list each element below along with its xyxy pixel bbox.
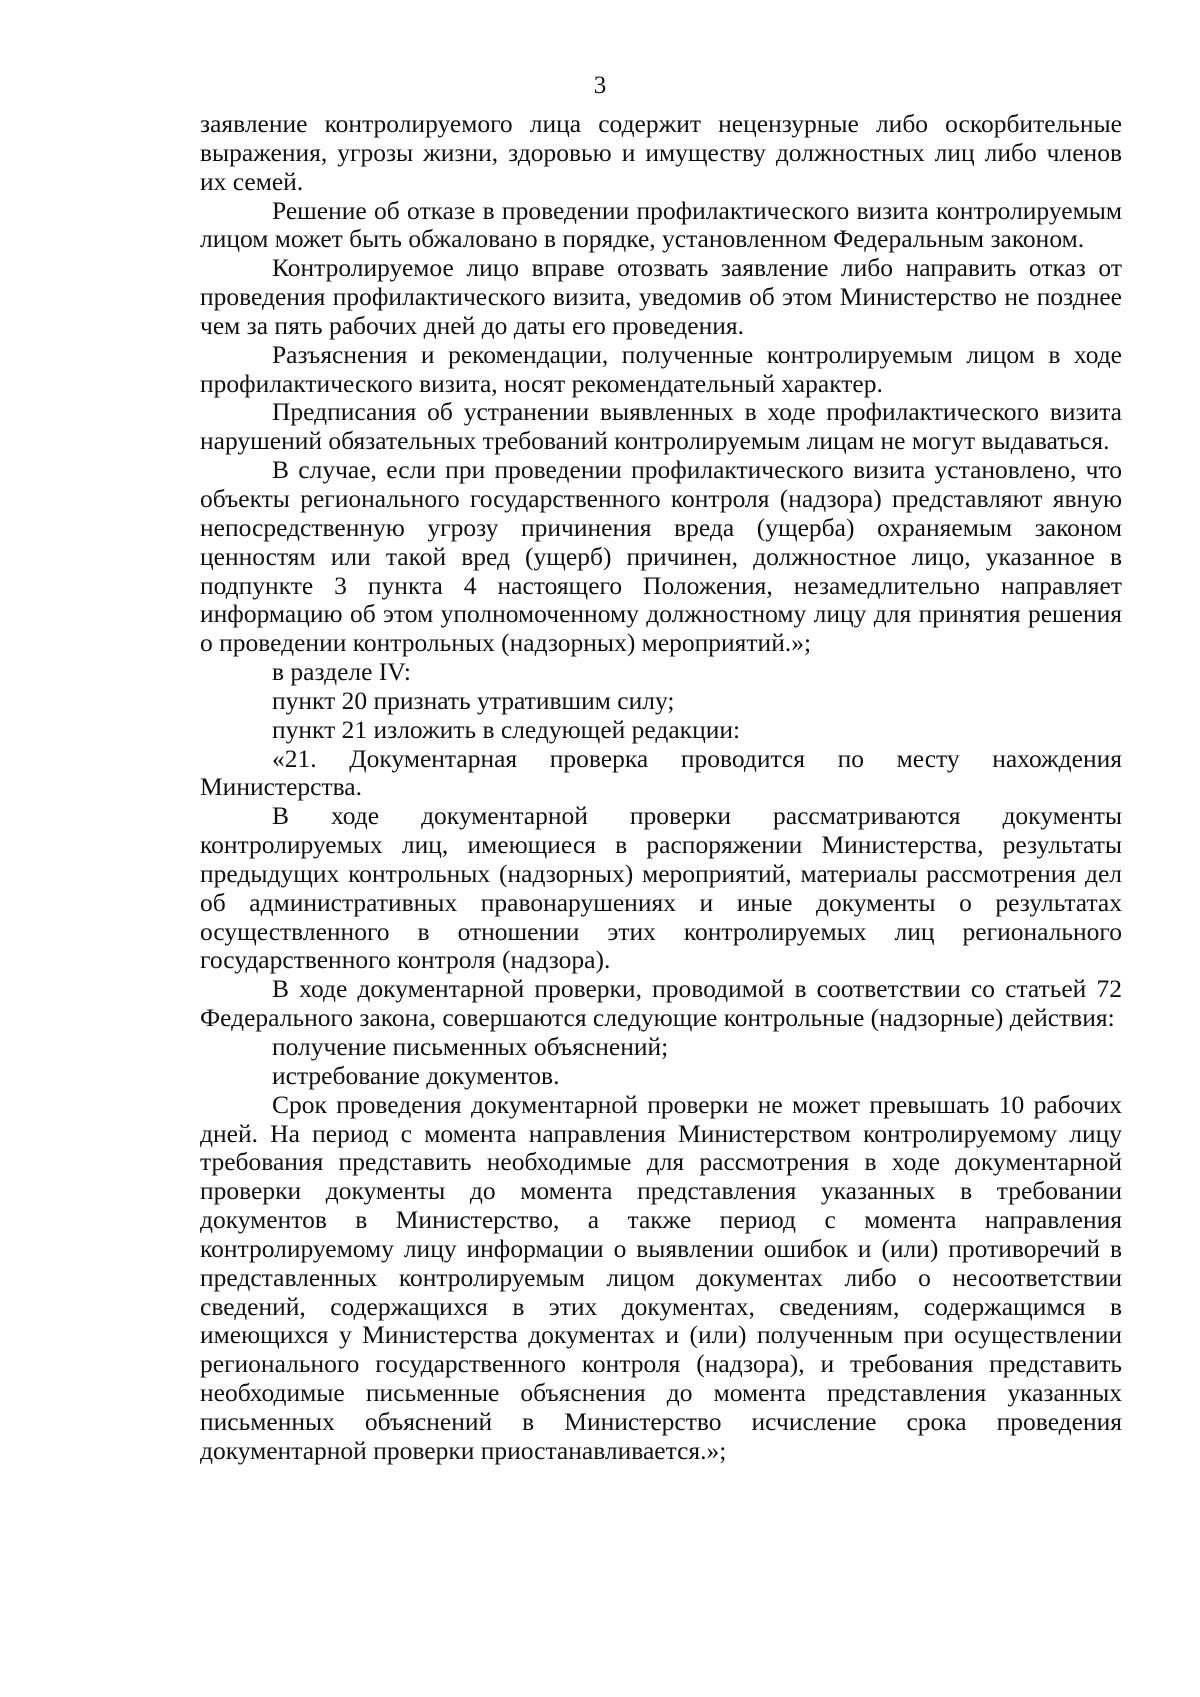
paragraph: Разъяснения и рекомендации, полученные контролируемым лицом в ходе профилактического визита, носят рекомендательный характер. bbox=[200, 339, 1122, 398]
paragraph: Контролируемое лицо вправе отозвать заявление либо направить отказ от проведения профилактического визита, уведомив об этом Министерство не позднее чем за пять рабочих дней до даты его проведения. bbox=[200, 253, 1122, 340]
paragraph: В ходе документарной проверки рассматриваются документы контролируемых лиц, имеющиеся в распоряжении Министерства, результаты предыдущих контрольных (надзорных) мероприятий, материалы рассмотрения дел об административных правонарушениях и иные документы о результатах осуществленного в отношении этих контролируемых лиц регионального государственного контроля (надзора). bbox=[200, 801, 1122, 975]
paragraph: В ходе документарной проверки, проводимой в соответствии со статьей 72 Федерального закона, совершаются следующие контрольные (надзорные) действия: bbox=[200, 974, 1122, 1033]
document-body bbox=[200, 110, 1122, 1466]
paragraph: Предписания об устранении выявленных в ходе профилактического визита нарушений обязательных требований контролируемым лицам не могут выдаваться. bbox=[200, 397, 1122, 456]
paragraph: пункт 21 изложить в следующей редакции: bbox=[272, 714, 741, 744]
paragraph: пункт 20 признать утратившим силу; bbox=[272, 685, 675, 715]
paragraph: «21. Документарная проверка проводится по месту нахождения Министерства. bbox=[200, 743, 1122, 802]
page-number: 3 bbox=[593, 72, 607, 99]
paragraph: Срок проведения документарной проверки не может превышать 10 рабочих дней. На период с момента направления Министерством контролируемому лицу требования представить необходимые для рассмотрения в ходе документарной проверки документы до момента представления указанных в требовании документов в Министерство, а также период с момента направления контролируемому лицу информации о выявлении ошибок и (или) противоречий в представленных контролируемым лицом документах либо о несоответствии сведений, содержащихся в этих документах, сведениям, содержащимся в имеющихся у Министерства документах и (или) полученным при осуществлении регионального государственного контроля (надзора), и требования представить необходимые письменные объяснения до момента представления указанных письменных объяснений в Министерство исчисление срока проведения документарной проверки приостанавливается.»; bbox=[200, 1089, 1122, 1465]
paragraph: В случае, если при проведении профилактического визита установлено, что объекты регионального государственного контроля (надзора) представляют явную непосредственную угрозу причинения вреда (ущерба) охраняемым законом ценностям или такой вред (ущерб) причинен, должностное лицо, указанное в подпункте 3 пункта 4 настоящего Положения, незамедлительно направляет информацию об этом уполномоченному должностному лицу для принятия решения о проведении контрольных (надзорных) мероприятий.»; bbox=[200, 455, 1122, 658]
paragraph: истребование документов. bbox=[272, 1060, 560, 1090]
paragraph: Решение об отказе в проведении профилактического визита контролируемым лицом может быть обжаловано в порядке, установленном Федеральным законом. bbox=[200, 195, 1122, 254]
paragraph: получение письменных объяснений; bbox=[272, 1032, 669, 1061]
paragraph: заявление контролируемого лица содержит нецензурные либо оскорбительные выражения, угрозы жизни, здоровью и имуществу должностных лиц либо членов их семей. bbox=[200, 109, 1122, 196]
paragraph: в разделе IV: bbox=[272, 657, 411, 687]
